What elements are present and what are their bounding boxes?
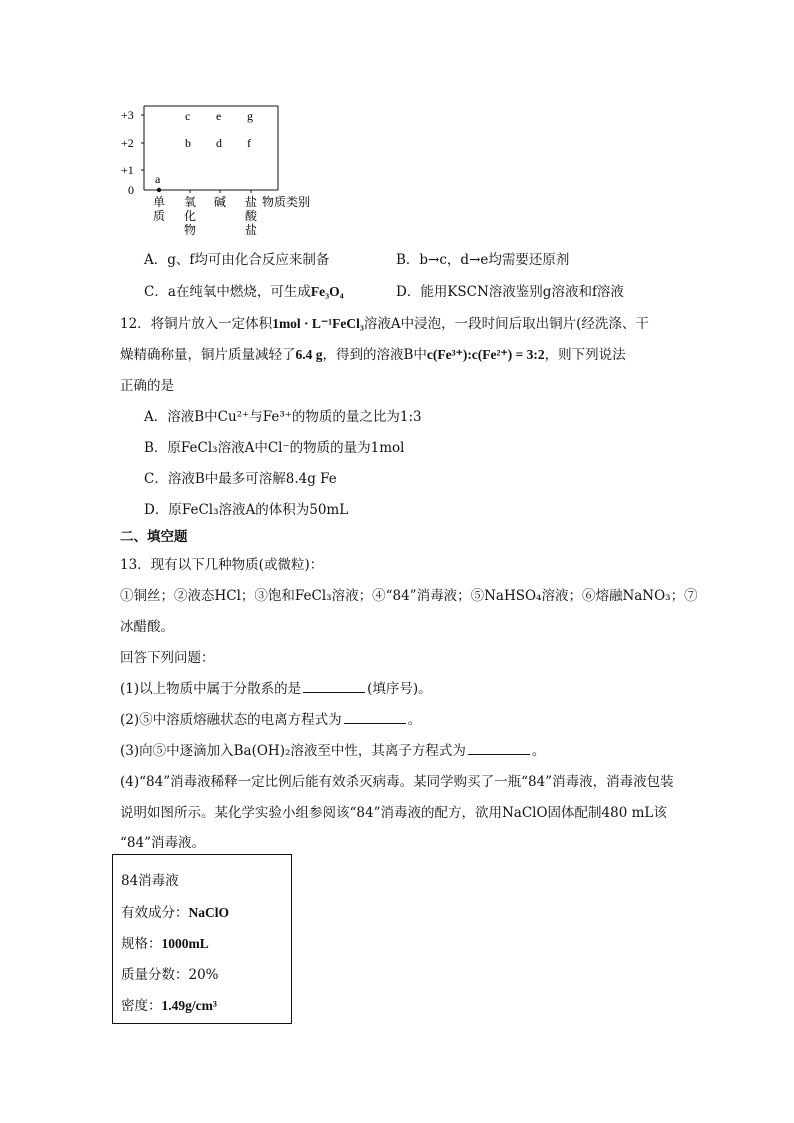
q13-items-line2: 冰醋酸。 <box>120 619 174 635</box>
q13-part4-line1: (4)“84”消毒液稀释一定比例后能有效杀灭病毒。某同学购买了一瓶“84”消毒液，消毒液包装 <box>120 774 674 790</box>
q13-ask: 回答下列问题： <box>120 650 215 666</box>
q13-part1: (1)以上物质中属于分散系的是 (填序号)。 <box>120 681 432 697</box>
q12-option-b: B．原FeCl₃溶液A中Cl⁻的物质的量为1mol <box>144 440 405 456</box>
q11-option-c-formula: Fe₃O₄ <box>310 284 344 299</box>
x-cat-base: 碱 <box>214 195 227 209</box>
q12-stem-line3: 正确的是 <box>120 378 174 394</box>
point-e: e <box>216 109 222 123</box>
y-tick-zero: 0 <box>128 183 134 197</box>
q12-concentration: 1mol · L⁻¹FeCl₃ <box>272 316 364 331</box>
label-density: 密度：1.49g/cm³ <box>121 998 217 1014</box>
x-axis-title: 物质类别 <box>262 195 311 209</box>
q12-option-a: A．溶液B中Cu²⁺与Fe³⁺的物质的量之比为1:3 <box>144 409 422 425</box>
q13-part4-line3: “84”消毒液。 <box>120 835 205 851</box>
q13-stem: 13．现有以下几种物质(或微粒)： <box>120 557 324 573</box>
q12-option-c: C．溶液B中最多可溶解8.4g Fe <box>144 471 337 487</box>
point-c: c <box>185 109 191 123</box>
q13-part3: (3)向⑤中逐滴加入Ba(OH)₂溶液至中性，其离子方程式为 。 <box>120 743 546 759</box>
q11-option-c-text: C．a在纯氧中燃烧，可生成 <box>144 284 311 300</box>
point-a-dot <box>157 188 161 192</box>
x-cat-oxide-1: 氧 <box>184 195 197 209</box>
q12-stem-line2: 燥精确称量，铜片质量减轻了6.4 g，得到的溶液B中c(Fe³⁺):c(Fe²⁺) = 3:2，则下列说法 <box>120 347 626 363</box>
q13-part4-line2: 说明如图所示。某化学实验小组参阅该“84”消毒液的配方，欲用NaClO固体配制480 mL该 <box>120 805 667 821</box>
q11-option-d: D．能用KSCN溶液鉴别g溶液和f溶液 <box>396 284 624 300</box>
point-f: f <box>247 136 251 150</box>
y-tick-plus2: +2 <box>121 136 134 150</box>
q11-option-b: B．b→c，d→e均需要还原剂 <box>396 252 570 268</box>
point-a: a <box>155 172 161 186</box>
label-mass-fraction: 质量分数：20% <box>121 967 219 983</box>
x-cat-salt-1: 盐 <box>245 195 258 209</box>
q13-items-line1: ①铜丝；②液态HCl；③饱和FeCl₃溶液；④“84”消毒液；⑤NaHSO₄溶液；⑥熔融NaNO₃；⑦ <box>120 588 698 604</box>
x-cat-oxide-3: 物 <box>184 223 197 237</box>
label-spec: 规格：1000mL <box>121 936 209 952</box>
q13-part3-blank[interactable] <box>468 742 530 755</box>
x-cat-simple-substance-2: 质 <box>153 209 166 223</box>
q13-part2: (2)⑤中溶质熔融状态的电离方程式为 。 <box>120 712 422 728</box>
q13-part1-blank[interactable] <box>303 680 365 693</box>
q12-stem-line1: 12．将铜片放入一定体积1mol · L⁻¹FeCl₃溶液A中浸泡，一段时间后取出铜片(经洗涤、干 <box>120 316 649 332</box>
q12-option-d: D．原FeCl₃溶液A的体积为50mL <box>144 502 349 518</box>
x-cat-salt-3: 盐 <box>245 223 258 237</box>
x-cat-salt-2: 酸 <box>245 209 258 223</box>
q11-option-c <box>144 280 344 300</box>
x-cat-oxide-2: 化 <box>184 209 197 223</box>
section-heading-fill-in: 二、填空题 <box>120 529 188 545</box>
point-d: d <box>216 136 222 150</box>
point-b: b <box>185 136 191 150</box>
y-tick-plus1: +1 <box>121 163 134 177</box>
point-g: g <box>247 109 253 123</box>
q13-part2-blank[interactable] <box>344 711 406 724</box>
q12-ion-ratio: c(Fe³⁺):c(Fe²⁺) = 3:2 <box>426 347 545 362</box>
q11-option-a: A．g、f均可由化合反应来制备 <box>144 252 330 268</box>
label-title: 84消毒液 <box>121 873 179 889</box>
disinfectant-label-box <box>112 854 292 1024</box>
valence-class-chart <box>110 98 340 248</box>
x-cat-simple-substance-1: 单 <box>153 195 166 209</box>
q12-mass-loss: 6.4 g <box>295 347 323 362</box>
y-tick-plus3: +3 <box>121 108 134 122</box>
label-ingredient: 有效成分：NaClO <box>121 905 229 921</box>
